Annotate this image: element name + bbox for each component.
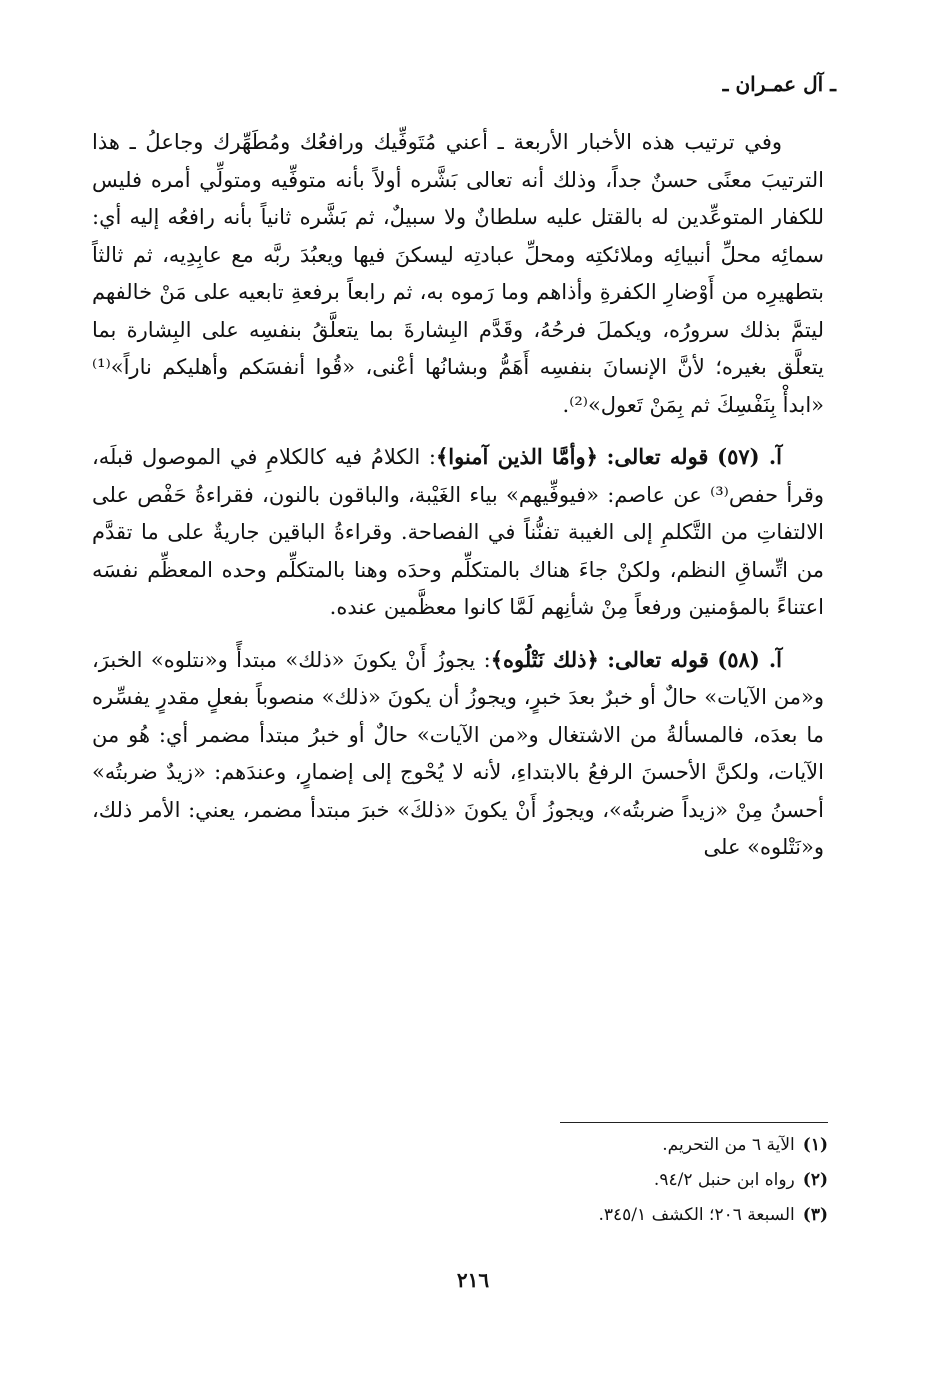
footnotes <box>228 1128 828 1233</box>
quran-quote-58: ﴿ذلك نَتْلُوه﴾ <box>490 646 599 672</box>
footnote-separator <box>560 1122 828 1123</box>
running-header: ـ آل عمـران ـ <box>722 72 836 96</box>
footnote-number: (٢) <box>802 1170 828 1190</box>
commentary-57: : الكلامُ فيه كالكلامِ في الموصول قبلَه، وقرأ حفص⁽³⁾ عن عاصم: «فيوفِّيهم» بياء الغَيْبة، والباقون بالنون، فقراءةُ حَفْص على الالتفاتِ من التَّكلمِ إلى الغيبة تفنُّناً في الفصاحة. وقراءةُ الباقين جاريةٌ على ما تقدَّم من اتِّساقِ النظم، ولكنْ جاءَ هناك بالمتكلِّم وحدَه وهنا بالمتكلِّم وحده المعظِّم نفسَه اعتناءً بالمؤمنين ورفعاً مِنْ شأنِهم لَمَّا كانوا معظَّمين عنده. <box>92 445 824 619</box>
section-57 <box>92 438 824 627</box>
footnote-2 <box>228 1163 828 1198</box>
paragraph-1: وفي ترتيب هذه الأخبار الأربعة ـ أعني مُتَوفِّيك ورافعُك ومُطَهِّرك وجاعلُ ـ هذا الترتيبَ معنًى حسنٌ جداً، وذلك أنه تعالى بَشَّره أولاً بأنه متوفِّيه ومتولِّي أمره فليس للكفار المتوعِّدين له بالقتل عليه سلطانٌ ولا سبيلٌ، ثم بَشَّره ثانياً بأنه رافعُه إليه أي: سمائِه محلِّ أنبيائِه وملائكتِه ومحلِّ عبادتِه ليسكنَ فيها ويعبُدَ ربَّه مع عابِدِيه، ثم ثالثاً بتطهيرِه من أَوْضارِ الكفرةِ وأذاهم وما رَموه به، ثم رابعاً برفعةِ تابعيه على مَنْ خالفهم ليتمَّ بذلك سرورُه، ويكملَ فرحُهُ، وقَدَّم البِشارةَ بما يتعلَّقُ بنفسِه على البِشارة بما يتعلَّق بغيره؛ لأنَّ الإنسانَ بنفسِه أَهَمُّ وبشانُها أعْنى، «قُوا أنفسَكم وأهليكم ناراً»⁽¹⁾ «ابدأْ بِنَفْسِكَ ثم بِمَنْ تَعول»⁽²⁾. <box>92 130 824 417</box>
verse-label-58: قوله تعالى: <box>607 646 709 672</box>
footnote-text: السبعة ٢٠٦؛ الكشف ٣٤٥/١. <box>598 1205 795 1225</box>
section-58 <box>92 641 824 867</box>
footnote-number: (٣) <box>802 1205 828 1225</box>
page-number: ٢١٦ <box>456 1268 490 1292</box>
footnote-number: (١) <box>802 1135 828 1155</box>
footnote-text: رواه ابن حنبل ٩٤/٢. <box>653 1170 795 1190</box>
quran-quote-57: ﴿وأمَّا الذين آمنوا﴾ <box>435 444 598 469</box>
verse-label-57: قوله تعالى: <box>606 444 709 469</box>
commentary-58: : يجوزُ أَنْ يكونَ «ذلك» مبتدأً و«نتلوه» الخبرَ، و«من الآيات» حالٌ أو خبرٌ بعدَ خبرٍ، ويجوزُ أن يكونَ «ذلك» منصوباً بفعلٍ مقدرٍ يفسِّره ما بعدَه، فالمسألةُ من الاشتغال و«من الآيات» حالٌ أو خبرُ مبتدأ مضمر أي: هُو من الآيات، ولكنَّ الأحسنَ الرفعُ بالابتداءِ، لأنه لا يُحْوج إلى إضمارٍ، وعندَهم: «زيدٌ ضربتُه» أحسنُ مِنْ «زيداً ضربتُه»، ويجوزُ أَنْ يكونَ «ذلكَ» خبرَ مبتدأ مضمر، يعني: الأمر ذلك، و«نَتْلوه» على <box>92 647 824 859</box>
verse-number-57: آ. (٥٧) <box>717 444 782 469</box>
verse-number-58: آ. (٥٨) <box>717 646 782 672</box>
footnote-3 <box>228 1198 828 1233</box>
main-text <box>92 124 824 867</box>
footnote-text: الآية ٦ من التحريم. <box>662 1135 795 1155</box>
footnote-1 <box>228 1128 828 1163</box>
